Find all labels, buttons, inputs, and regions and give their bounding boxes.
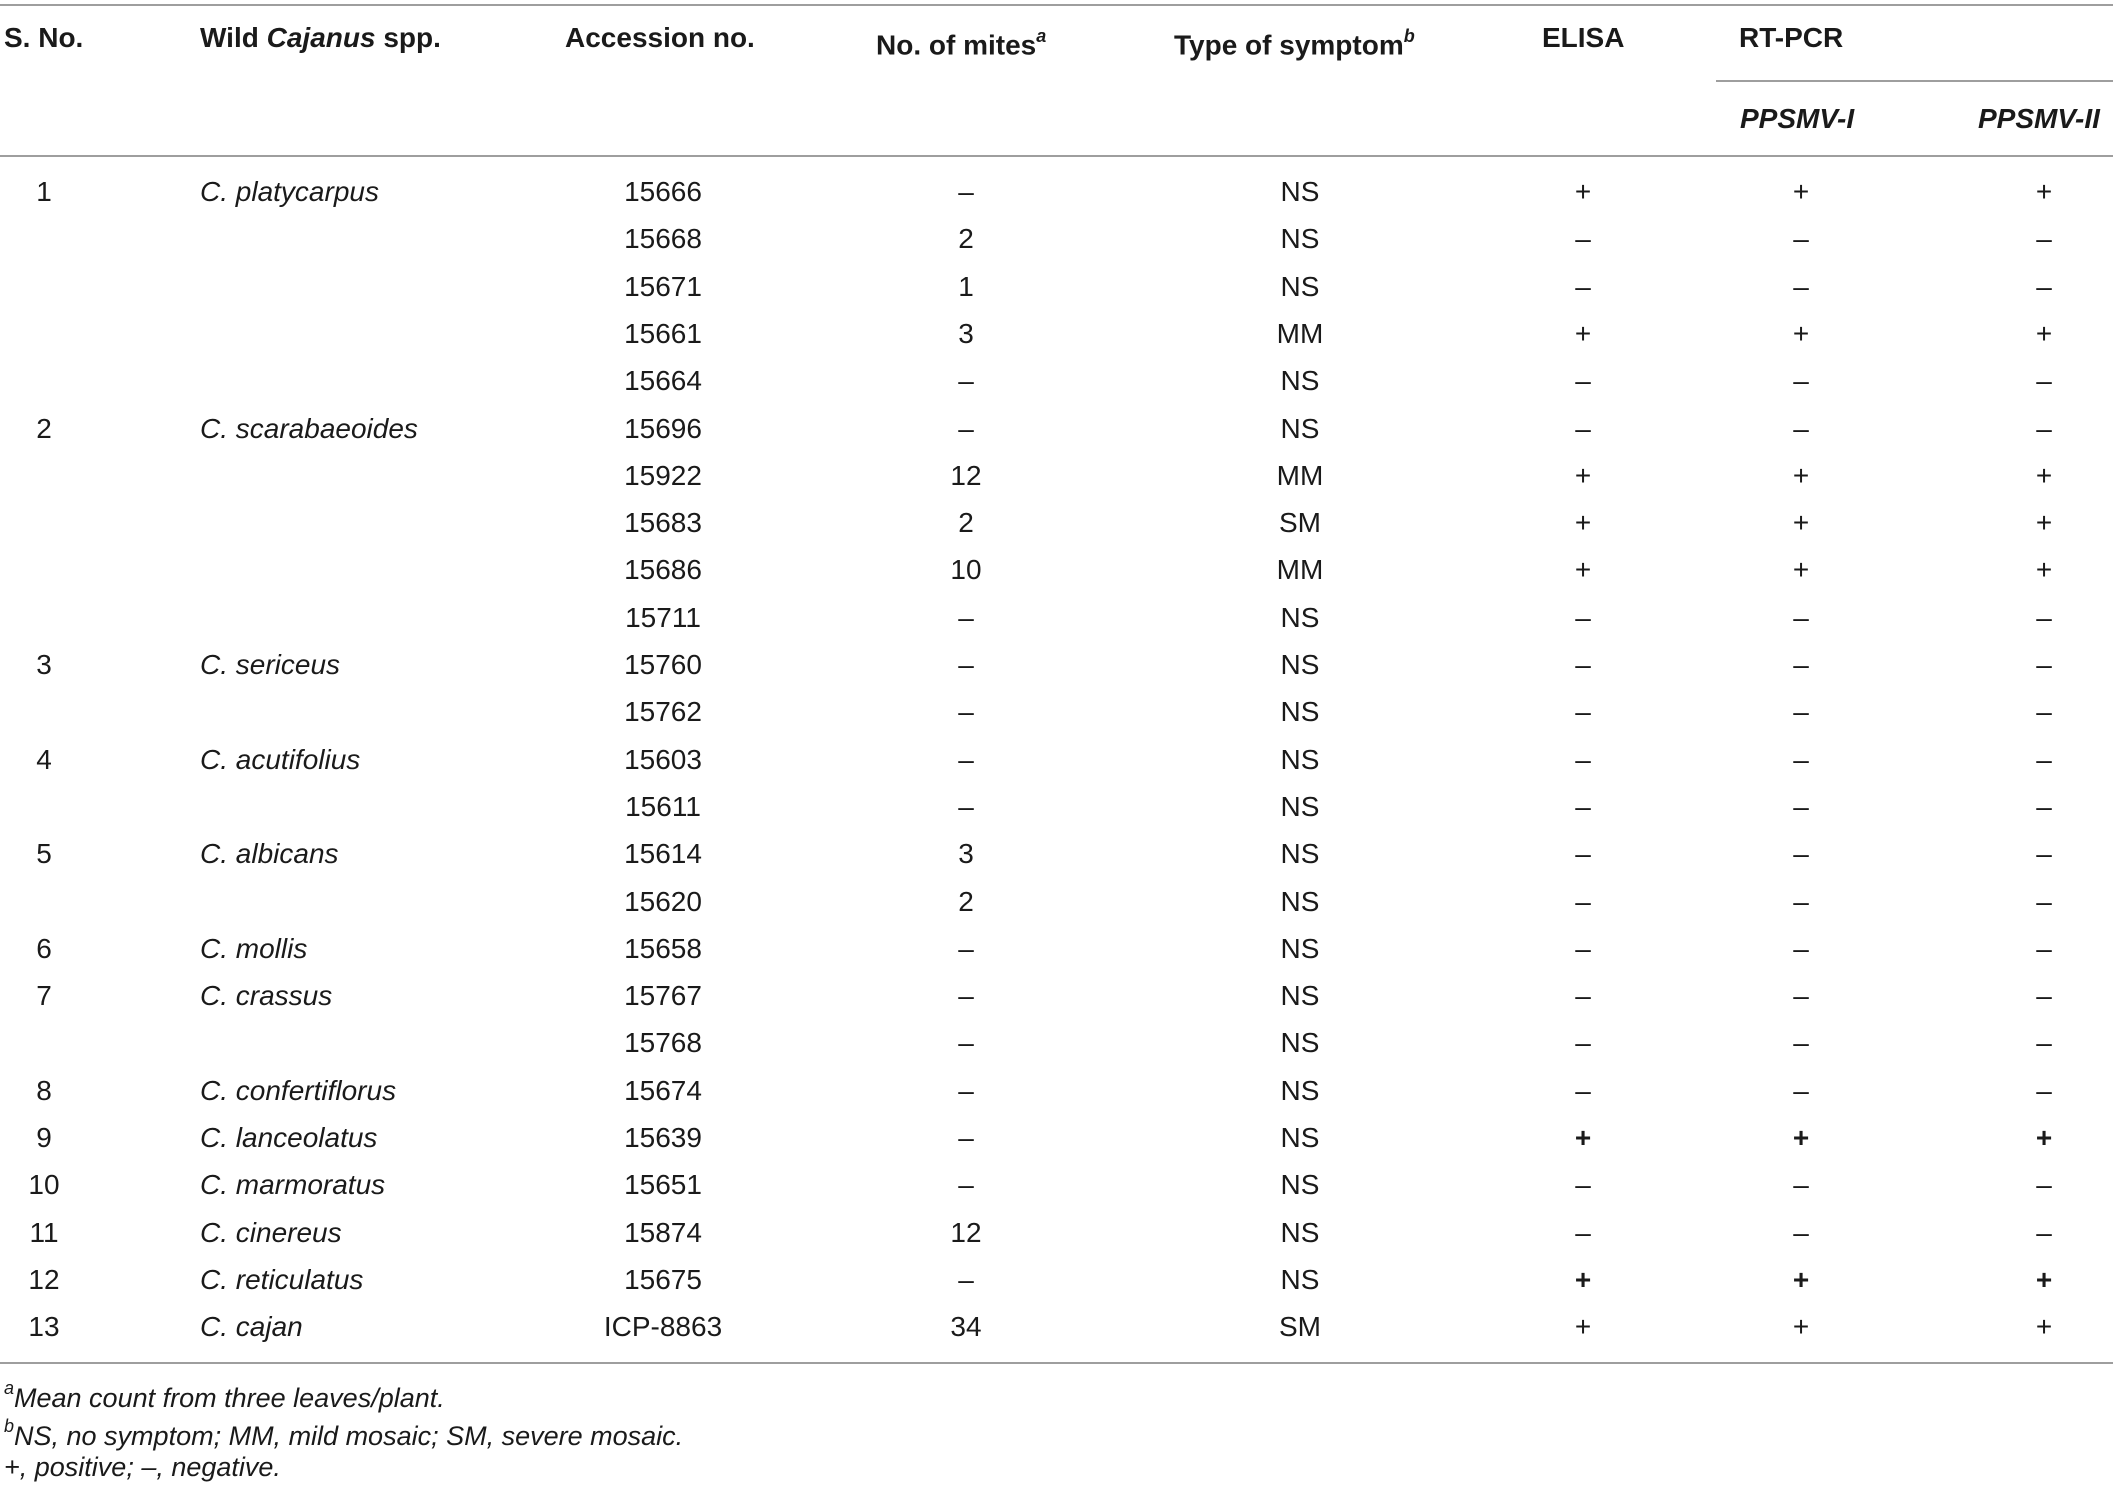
cell-p1: – — [1793, 649, 1809, 680]
cell-species: C. mollis — [200, 932, 308, 964]
cell-mites: – — [958, 1169, 974, 1201]
cell-p1: – — [1793, 932, 1809, 964]
header-wild-suffix: spp. — [375, 22, 441, 53]
cell-p2: + — [2035, 1122, 2053, 1153]
cell-sno: 7 — [36, 980, 52, 1012]
cell-elisa: + — [1574, 459, 1592, 491]
cell-acc: 15661 — [624, 317, 702, 349]
cell-species: C. cinereus — [200, 1216, 342, 1248]
cell-mites: – — [958, 649, 974, 680]
cell-sym: NS — [1280, 649, 1320, 680]
cell-p2: – — [2036, 1074, 2052, 1106]
cell-acc: 15683 — [624, 507, 702, 539]
cell-species: C. reticulatus — [200, 1263, 364, 1295]
header-bottom-rule — [0, 155, 2113, 157]
cell-species: C. cajan — [200, 1311, 303, 1343]
cell-p1: – — [1793, 1169, 1809, 1201]
cell-mites: – — [958, 412, 974, 444]
cell-sym: NS — [1280, 932, 1320, 964]
cell-species: C. acutifolius — [200, 743, 361, 775]
cell-sym: NS — [1280, 743, 1320, 775]
cell-p1: – — [1793, 365, 1809, 397]
cell-mites: – — [958, 1074, 974, 1106]
cell-sym: NS — [1280, 1122, 1320, 1153]
cell-p1: + — [1792, 1122, 1810, 1153]
cell-acc: 15675 — [624, 1263, 702, 1295]
cell-species: C. confertiflorus — [200, 1074, 397, 1106]
cell-mites: – — [958, 365, 974, 397]
cell-sym: NS — [1280, 223, 1320, 255]
cell-acc: 15711 — [625, 601, 701, 633]
cell-mites: 3 — [958, 838, 974, 870]
cell-elisa: + — [1574, 1311, 1592, 1343]
header-sno-text: S. No. — [4, 22, 84, 53]
cell-species: C. sericeus — [200, 649, 341, 680]
footnote-legend — [4, 1448, 281, 1486]
cell-p2: – — [2036, 885, 2052, 917]
cell-sym: NS — [1280, 412, 1320, 444]
cell-sno: 10 — [28, 1169, 60, 1201]
cell-acc: 15658 — [624, 932, 702, 964]
cell-p1: + — [1792, 176, 1810, 207]
cell-p2: – — [2036, 743, 2052, 775]
cell-elisa: – — [1575, 1027, 1591, 1059]
cell-p1: – — [1793, 601, 1809, 633]
cell-p1: + — [1792, 554, 1810, 586]
table-top-rule — [0, 4, 2113, 6]
header-wild-genus: Cajanus — [266, 22, 376, 53]
cell-elisa: – — [1575, 649, 1591, 680]
cell-p2: + — [2035, 1263, 2053, 1295]
footnote-a-mark: a — [4, 1378, 15, 1398]
cell-p2: – — [2036, 223, 2052, 255]
cell-acc: 15651 — [624, 1169, 702, 1201]
cell-sno: 2 — [36, 412, 52, 444]
table-bottom-rule — [0, 1362, 2113, 1364]
cell-elisa: – — [1575, 885, 1591, 917]
cell-sno: 6 — [36, 932, 52, 964]
cell-elisa: + — [1574, 507, 1592, 539]
cell-elisa: – — [1575, 980, 1591, 1012]
cell-p1: + — [1792, 1311, 1810, 1343]
cell-p2: + — [2035, 176, 2053, 207]
cell-sno: 3 — [36, 649, 52, 680]
cell-elisa: + — [1574, 554, 1592, 586]
cell-sym: NS — [1280, 365, 1320, 397]
cell-mites: – — [958, 980, 974, 1012]
cell-p2: – — [2036, 1169, 2052, 1201]
cell-species: C. crassus — [200, 980, 333, 1012]
cell-acc: 15639 — [624, 1122, 702, 1153]
cell-p2: – — [2036, 649, 2052, 680]
cell-sym: MM — [1276, 317, 1324, 349]
cell-sym: NS — [1280, 885, 1320, 917]
cell-mites: 34 — [950, 1311, 982, 1343]
cell-sym: NS — [1280, 1169, 1320, 1201]
cell-p2: – — [2036, 696, 2052, 728]
cell-p1: – — [1793, 838, 1809, 870]
cell-p2: – — [2036, 365, 2052, 397]
cell-species: C. platycarpus — [200, 176, 379, 207]
cell-p2: – — [2036, 1027, 2052, 1059]
cell-p2: + — [2035, 459, 2053, 491]
cell-p1: – — [1793, 790, 1809, 822]
cell-sym: NS — [1280, 980, 1320, 1012]
header-symptom — [1174, 18, 1415, 65]
cell-sym: NS — [1280, 838, 1320, 870]
cell-mites: – — [958, 601, 974, 633]
cell-p1: – — [1793, 696, 1809, 728]
cell-sym: NS — [1280, 790, 1320, 822]
cell-elisa: – — [1575, 743, 1591, 775]
header-elisa-text: ELISA — [1542, 22, 1625, 53]
header-ppsmv1 — [1740, 99, 1854, 139]
cell-sym: NS — [1280, 1074, 1320, 1106]
cell-sym: SM — [1279, 507, 1321, 539]
cell-mites: 2 — [958, 507, 974, 539]
header-elisa — [1542, 18, 1624, 58]
cell-elisa: – — [1575, 365, 1591, 397]
header-rtpcr-text: RT-PCR — [1739, 22, 1844, 53]
cell-p2: – — [2036, 838, 2052, 870]
header-mites — [876, 18, 1046, 65]
cell-elisa: + — [1574, 1122, 1592, 1153]
cell-p2: + — [2035, 507, 2053, 539]
cell-sym: NS — [1280, 1263, 1320, 1295]
cell-p2: + — [2035, 1311, 2053, 1343]
cell-elisa: – — [1575, 270, 1591, 302]
cell-sym: NS — [1280, 601, 1320, 633]
cell-mites: – — [958, 790, 974, 822]
cell-p1: + — [1792, 459, 1810, 491]
cell-p2: – — [2036, 980, 2052, 1012]
cell-mites: – — [958, 176, 974, 207]
cell-acc: 15762 — [624, 696, 702, 728]
cell-sym: SM — [1279, 1311, 1321, 1343]
cell-acc: 15696 — [624, 412, 702, 444]
cell-p2: – — [2036, 1216, 2052, 1248]
cell-mites: – — [958, 932, 974, 964]
cell-acc: 15671 — [624, 270, 702, 302]
cell-elisa: – — [1575, 696, 1591, 728]
cell-p2: – — [2036, 412, 2052, 444]
cell-sym: MM — [1276, 459, 1324, 491]
cell-sym: NS — [1280, 696, 1320, 728]
cell-sym: NS — [1280, 1027, 1320, 1059]
cell-p1: – — [1793, 223, 1809, 255]
header-mites-footnote-mark: a — [1036, 26, 1047, 46]
cell-elisa: – — [1575, 1216, 1591, 1248]
footnote-b-mark: b — [4, 1416, 15, 1436]
cell-acc: 15767 — [624, 980, 702, 1012]
cell-elisa: – — [1575, 932, 1591, 964]
cell-p2: – — [2036, 932, 2052, 964]
header-ppsmv1-text: PPSMV-I — [1740, 103, 1855, 134]
cell-acc: 15668 — [624, 223, 702, 255]
cell-elisa: – — [1575, 601, 1591, 633]
cell-acc: 15768 — [624, 1027, 702, 1059]
header-accession-text: Accession no. — [565, 22, 755, 53]
cell-sno: 13 — [28, 1311, 60, 1343]
cell-sno: 1 — [36, 176, 52, 207]
cell-acc: 15922 — [624, 459, 702, 491]
rtpcr-span-rule — [1716, 80, 2113, 82]
cell-acc: 15686 — [624, 554, 702, 586]
cell-p1: – — [1793, 885, 1809, 917]
cell-acc: 15674 — [624, 1074, 702, 1106]
cell-elisa: – — [1575, 223, 1591, 255]
cell-mites: 12 — [950, 1216, 982, 1248]
cell-acc: 15620 — [624, 885, 702, 917]
cell-species: C. scarabaeoides — [200, 412, 418, 444]
cell-p1: – — [1793, 270, 1809, 302]
cell-sym: NS — [1280, 176, 1320, 207]
header-sno — [4, 18, 83, 58]
cell-sno: 4 — [36, 743, 52, 775]
cell-elisa: + — [1574, 176, 1592, 207]
header-wild-prefix: Wild — [200, 22, 267, 53]
header-ppsmv2-text: PPSMV-II — [1978, 103, 2100, 134]
header-mites-text: No. of mites — [876, 29, 1037, 61]
cell-acc: 15664 — [624, 365, 702, 397]
header-wild-cajanus — [200, 18, 441, 58]
cell-elisa: – — [1575, 790, 1591, 822]
cell-acc: 15874 — [624, 1216, 702, 1248]
cell-acc: ICP-8863 — [603, 1311, 723, 1343]
cell-p1: – — [1793, 743, 1809, 775]
header-rtpcr — [1739, 18, 1843, 58]
cell-mites: – — [958, 1263, 974, 1295]
cell-species: C. albicans — [200, 838, 339, 870]
cell-acc: 15603 — [624, 743, 702, 775]
cell-elisa: + — [1574, 317, 1592, 349]
cell-p2: – — [2036, 601, 2052, 633]
footnote-b-text: NS, no symptom; MM, mild mosaic; SM, severe mosaic. — [14, 1421, 684, 1451]
cell-elisa: – — [1575, 412, 1591, 444]
cell-elisa: + — [1574, 1263, 1592, 1295]
header-ppsmv2 — [1978, 99, 2100, 139]
cell-mites: 10 — [950, 554, 982, 586]
cell-acc: 15611 — [625, 790, 701, 822]
cell-sno: 11 — [29, 1216, 59, 1248]
cell-sym: NS — [1280, 1216, 1320, 1248]
cell-p2: + — [2035, 554, 2053, 586]
cell-elisa: – — [1575, 838, 1591, 870]
cell-p2: – — [2036, 270, 2052, 302]
cell-sno: 12 — [28, 1263, 60, 1295]
cell-species: C. marmoratus — [200, 1169, 386, 1201]
cell-elisa: – — [1575, 1074, 1591, 1106]
cell-mites: 2 — [958, 885, 974, 917]
cell-sno: 5 — [36, 838, 52, 870]
cell-p1: – — [1793, 1074, 1809, 1106]
header-symptom-footnote-mark: b — [1403, 26, 1415, 46]
cell-p1: – — [1793, 1216, 1809, 1248]
header-symptom-text: Type of symptom — [1174, 29, 1404, 61]
cell-mites: 3 — [958, 317, 974, 349]
cell-mites: – — [958, 696, 974, 728]
cell-sym: NS — [1280, 270, 1320, 302]
cell-p1: – — [1793, 1027, 1809, 1059]
cell-p1: + — [1792, 1263, 1810, 1295]
cell-mites: – — [958, 1027, 974, 1059]
cell-species: C. lanceolatus — [200, 1122, 378, 1153]
cell-acc: 15614 — [624, 838, 702, 870]
cell-p1: + — [1792, 317, 1810, 349]
cell-sym: MM — [1276, 554, 1324, 586]
cell-mites: – — [958, 1122, 974, 1153]
cell-sno: 8 — [36, 1074, 52, 1106]
cell-mites: 1 — [958, 270, 974, 302]
cell-elisa: – — [1575, 1169, 1591, 1201]
footnote-a-text: Mean count from three leaves/plant. — [14, 1383, 445, 1413]
cell-p1: + — [1792, 507, 1810, 539]
cell-mites: – — [958, 743, 974, 775]
cell-mites: 12 — [950, 459, 982, 491]
cell-mites: 2 — [958, 223, 974, 255]
cell-sno: 9 — [36, 1122, 52, 1153]
cell-p2: – — [2036, 790, 2052, 822]
header-accession — [565, 18, 755, 58]
cell-acc: 15666 — [624, 176, 702, 207]
cell-p1: – — [1793, 412, 1809, 444]
cell-acc: 15760 — [624, 649, 702, 680]
footnote-legend-text: +, positive; –, negative. — [4, 1452, 281, 1482]
cell-p1: – — [1793, 980, 1809, 1012]
cell-p2: + — [2035, 317, 2053, 349]
